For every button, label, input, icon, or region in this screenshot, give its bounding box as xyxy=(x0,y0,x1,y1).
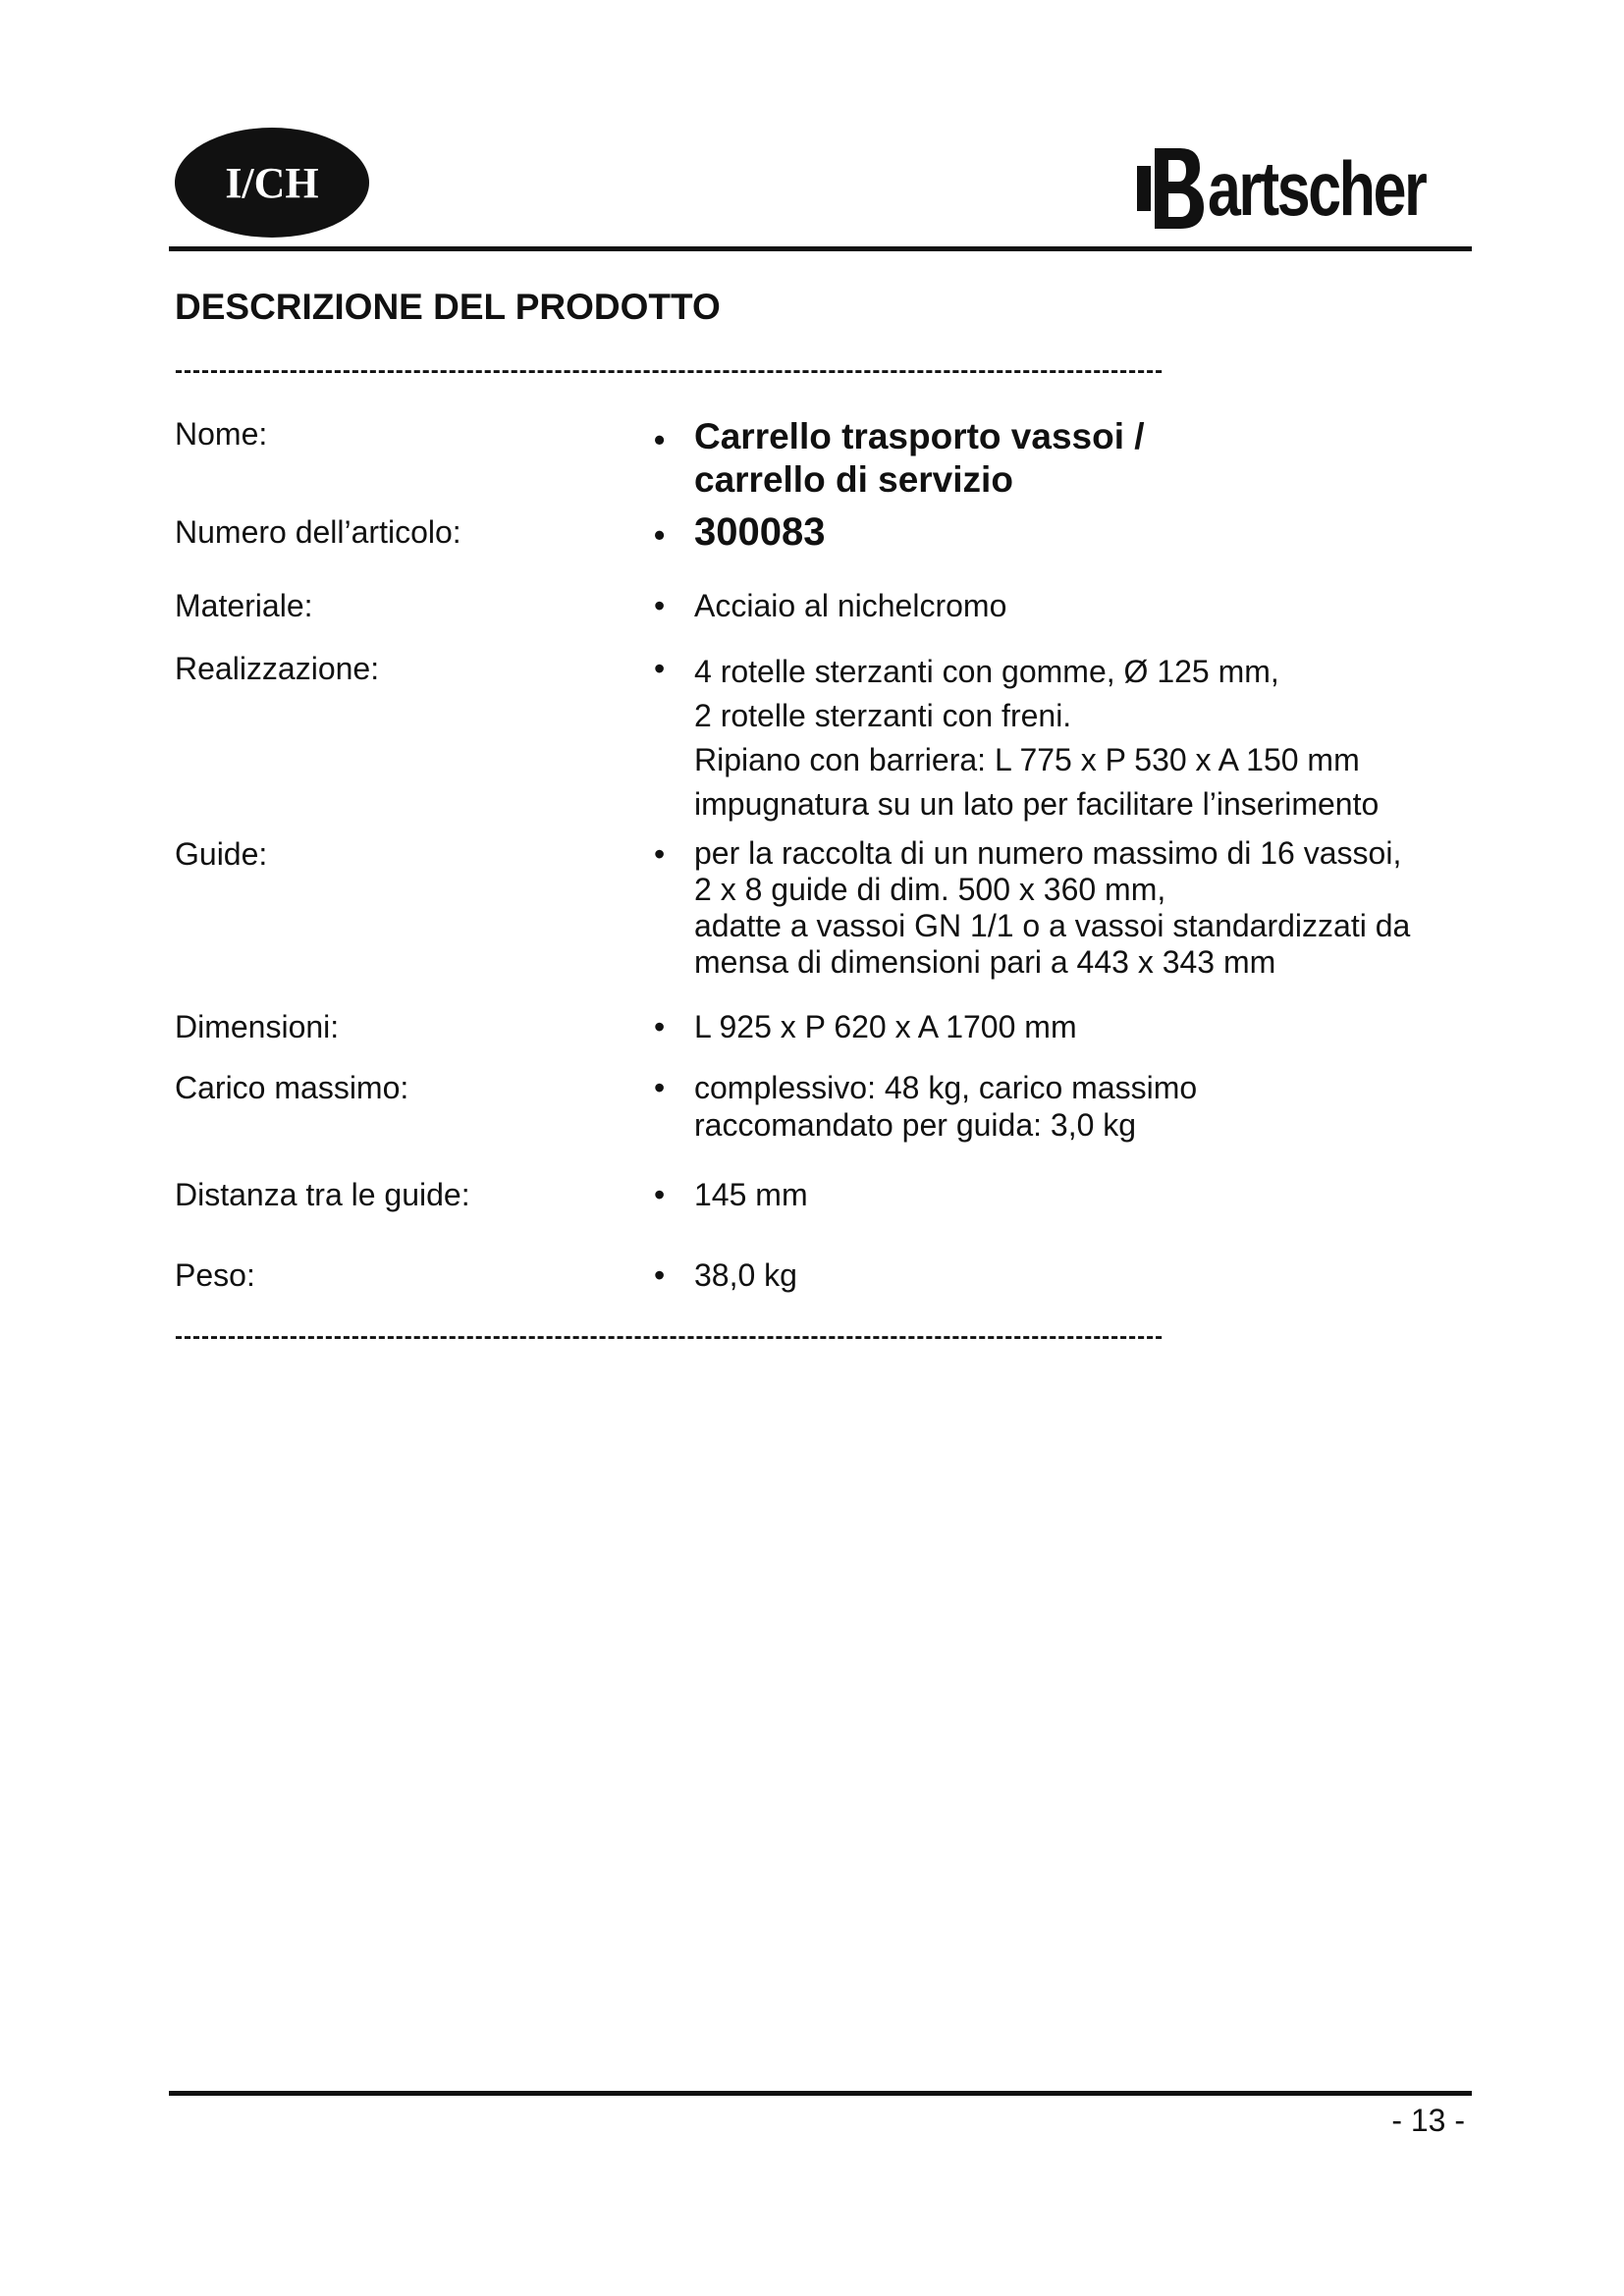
bullet-icon: • xyxy=(654,1257,666,1293)
language-badge-label: I/CH xyxy=(225,158,319,207)
spec-label: Nome: xyxy=(175,416,268,452)
spec-label: Realizzazione: xyxy=(175,651,380,686)
bullet-icon: • xyxy=(654,1070,666,1105)
spec-label: Materiale: xyxy=(175,588,313,623)
logo-wordmark: artscher xyxy=(1208,145,1426,232)
spec-value: 145 mm xyxy=(694,1177,808,1212)
spec-label: Carico massimo: xyxy=(175,1070,409,1105)
spec-value: Carrello trasporto vassoi / carrello di servizio xyxy=(694,416,1145,500)
bullet-icon: • xyxy=(654,1177,666,1212)
separator-top: ---------------------------------------------------------------------------------------------------------------- xyxy=(175,359,1164,383)
bullet-icon: • xyxy=(654,588,666,623)
spec-value: per la raccolta di un numero massimo di 16 vassoi, 2 x 8 guide di dim. 500 x 360 mm, adatte a vassoi GN 1/1 o a vassoi standardizzati da mensa di dimensioni pari a 443 x 343 mm xyxy=(694,835,1411,980)
bullet-icon: • xyxy=(654,1009,666,1044)
footer-rule xyxy=(169,2091,1472,2096)
spec-value: Acciaio al nichelcromo xyxy=(694,588,1007,623)
spec-value: 4 rotelle sterzanti con gomme, Ø 125 mm, 2 rotelle sterzanti con freni. Ripiano con barriera: L 775 x P 530 x A 150 mm impugnatura su un lato per facilitare l’inserimento xyxy=(694,654,1380,822)
header-rule xyxy=(169,246,1472,251)
spec-label: Distanza tra le guide: xyxy=(175,1177,470,1212)
bullet-icon: • xyxy=(654,651,666,686)
spec-label: Dimensioni: xyxy=(175,1009,340,1044)
separator-bottom: ---------------------------------------------------------------------------------------------------------------- xyxy=(175,1325,1164,1349)
bullet-icon: • xyxy=(654,836,666,872)
spec-value: 38,0 kg xyxy=(694,1257,797,1293)
language-badge xyxy=(175,128,369,238)
spec-value: complessivo: 48 kg, carico massimo raccomandato per guida: 3,0 kg xyxy=(694,1070,1198,1143)
spec-value: L 925 x P 620 x A 1700 mm xyxy=(694,1009,1077,1044)
bullet-icon: • xyxy=(654,422,666,457)
page-number: - 13 - xyxy=(1391,2103,1465,2138)
bullet-icon: • xyxy=(654,517,666,553)
page-title: DESCRIZIONE DEL PRODOTTO xyxy=(175,287,721,327)
spec-label: Numero dell’articolo: xyxy=(175,514,461,550)
brand-logo xyxy=(1137,141,1487,236)
bartscher-logo-icon xyxy=(1137,144,1206,233)
spec-value: 300083 xyxy=(694,510,826,554)
spec-label: Guide: xyxy=(175,836,268,872)
spec-label: Peso: xyxy=(175,1257,255,1293)
